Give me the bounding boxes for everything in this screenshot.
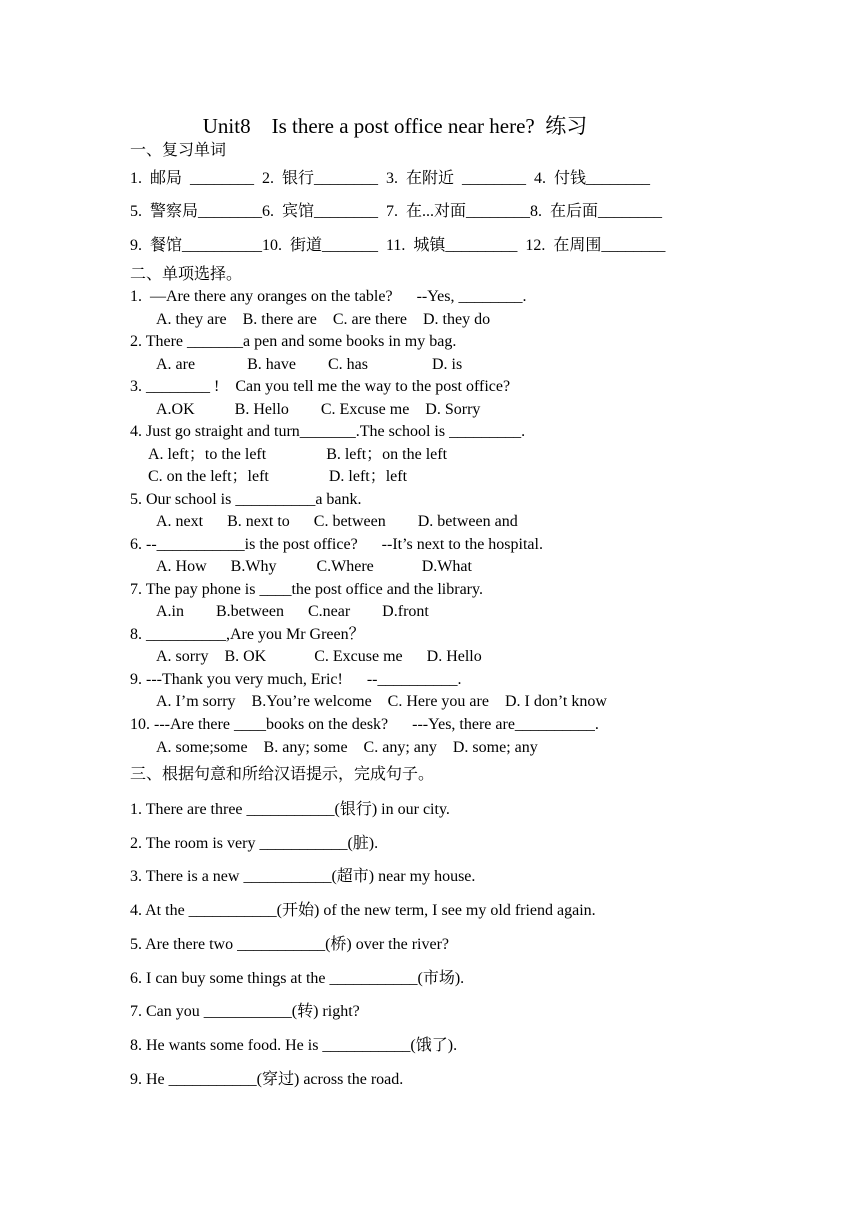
question-options: A. they are B. there are C. are there D. they do [156,311,491,328]
section-1-heading: 一、复习单词 [130,142,227,159]
question: 8. __________,Are you Mr Green？ [130,626,365,643]
question-options: A. some;some B. any; some C. any; any D. some; any [156,739,538,756]
fill-sentence: 2. The room is very ___________(脏). [130,835,379,852]
fill-sentence: 7. Can you ___________(转) right? [130,1003,360,1020]
fill-sentence: 1. There are three ___________(银行) in our city. [130,801,450,818]
question-options: A. left；to the left B. left；on the left [148,446,448,463]
fill-sentence: 6. I can buy some things at the ___________(市场). [130,970,465,987]
question-options: A.OK B. Hello C. Excuse me D. Sorry [156,401,481,418]
question-options: A. How B.Why C.Where D.What [156,558,472,575]
fill-sentence: 9. He ___________(穿过) across the road. [130,1071,404,1088]
fill-sentence: 3. There is a new ___________(超市) near my house. [130,868,476,885]
question: 5. Our school is __________a bank. [130,491,362,508]
question: 10. ---Are there ____books on the desk? ---Yes, there are__________. [130,716,599,733]
section-2-heading: 二、单项选择。 [130,266,243,283]
question: 6. --___________is the post office? --It’s next to the hospital. [130,536,543,553]
question-options: A. next B. next to C. between D. between and [156,513,518,530]
question: 9. ---Thank you very much, Eric! --__________. [130,671,462,688]
question-options: A. sorry B. OK C. Excuse me D. Hello [156,648,482,665]
fill-sentence: 4. At the ___________(开始) of the new term, I see my old friend again. [130,902,596,919]
fill-sentence: 8. He wants some food. He is ___________(饿了). [130,1037,458,1054]
vocab-row: 5. 警察局________6. 宾馆________ 7. 在...对面________8. 在后面________ [130,203,663,220]
question: 2. There _______a pen and some books in my bag. [130,333,457,350]
question: 4. Just go straight and turn_______.The school is _________. [130,423,526,440]
vocab-row: 9. 餐馆__________10. 街道_______ 11. 城镇_________ 12. 在周围________ [130,237,666,254]
question-options: A. I’m sorry B.You’re welcome C. Here you are D. I don’t know [156,693,607,710]
worksheet-title: Unit8 Is there a post office near here? 练习 [202,114,588,138]
question: 7. The pay phone is ____the post office and the library. [130,581,483,598]
fill-sentence: 5. Are there two ___________(桥) over the river? [130,936,450,953]
question-options: A.in B.between C.near D.front [156,603,429,620]
vocab-row: 1. 邮局 ________ 2. 银行________ 3. 在附近 ________ 4. 付钱________ [130,170,651,187]
question-options: C. on the left；left D. left；left [148,468,408,485]
question: 1. —Are there any oranges on the table? --Yes, ________. [130,288,527,305]
section-3-heading: 三、根据句意和所给汉语提示，完成句子。 [130,766,435,783]
question-options: A. are B. have C. has D. is [156,356,463,373]
question: 3. ________ ! Can you tell me the way to the post office? [130,378,511,395]
